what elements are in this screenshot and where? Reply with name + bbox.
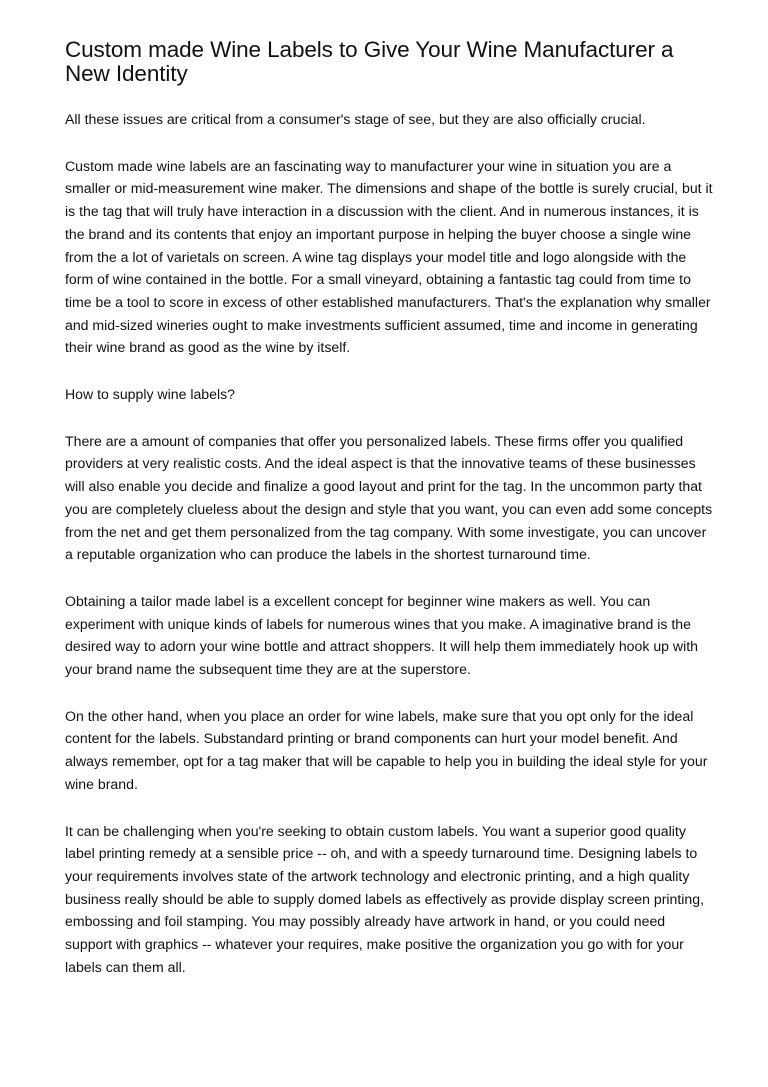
paragraph-companies: There are a amount of companies that offer you personalized labels. These firms offer you qualified providers at very realistic costs. And the ideal aspect is that the innovative teams of these businesses will also enable you decide and finalize a good layout and print for the tag. In the uncommon party that you are completely clueless about the design and style that you want, you can even add some concepts from the net and get them personalized from the tag company. With some investigate, you can uncover a reputable organization who can produce the labels in the shortest turnaround time.	[65, 432, 713, 563]
paragraph-intro: All these issues are critical from a consumer's stage of see, but they are also officially crucial.	[65, 111, 646, 127]
paragraph-other-hand: On the other hand, when you place an order for wine labels, make sure that you opt only for the ideal content for the labels. Substandard printing or brand components can hurt your model benefit. And always remember, opt for a tag maker that will be capable to help you in building the ideal style for your wine brand.	[65, 707, 708, 792]
paragraph-custom-labels: Custom made wine labels are an fascinating way to manufacturer your wine in situation you are a smaller or mid-measurement wine maker. The dimensions and shape of the bottle is surely crucial, but it is the tag that will truly have interaction in a discussion with the client. And in numerous instances, it is the brand and its contents that enjoy an important purpose in helping the buyer choose a single wine from the a lot of varietals on screen. A wine tag displays your model title and logo alongside with the form of wine contained in the bottle. For a small vineyard, obtaining a fantastic tag could from time to time be a tool to score in excess of other established manufacturers. That's the explanation why smaller and mid-sized wineries ought to make investments sufficient assumed, time and income in generating their wine brand as good as the wine by itself.	[65, 157, 713, 356]
paragraph-tailor-made: Obtaining a tailor made label is a excellent concept for beginner wine makers as well. You can experiment with unique kinds of labels for numerous wines that you make. A imaginative brand is the desired way to adorn your wine bottle and attract shoppers. It will help them immediately hook up with your brand name the subsequent time they are at the superstore.	[65, 592, 698, 678]
document-page	[65, 38, 715, 979]
section-heading-supply: How to supply wine labels?	[65, 386, 235, 403]
document-title: Custom made Wine Labels to Give Your Wine Manufacturer a New Identity	[65, 37, 674, 86]
paragraph-challenging: It can be challenging when you're seeking to obtain custom labels. You want a superior good quality label printing remedy at a sensible price -- oh, and with a speedy turnaround time. Designing labels to your requirements involves state of the artwork technology and electronic printing, and a high quality business really should be able to supply domed labels as effectively as provide display screen printing, embossing and foil stamping. You may possibly already have artwork in hand, or you could need support with graphics -- whatever your requires, make positive the organization you go with for your labels can them all.	[65, 822, 705, 975]
